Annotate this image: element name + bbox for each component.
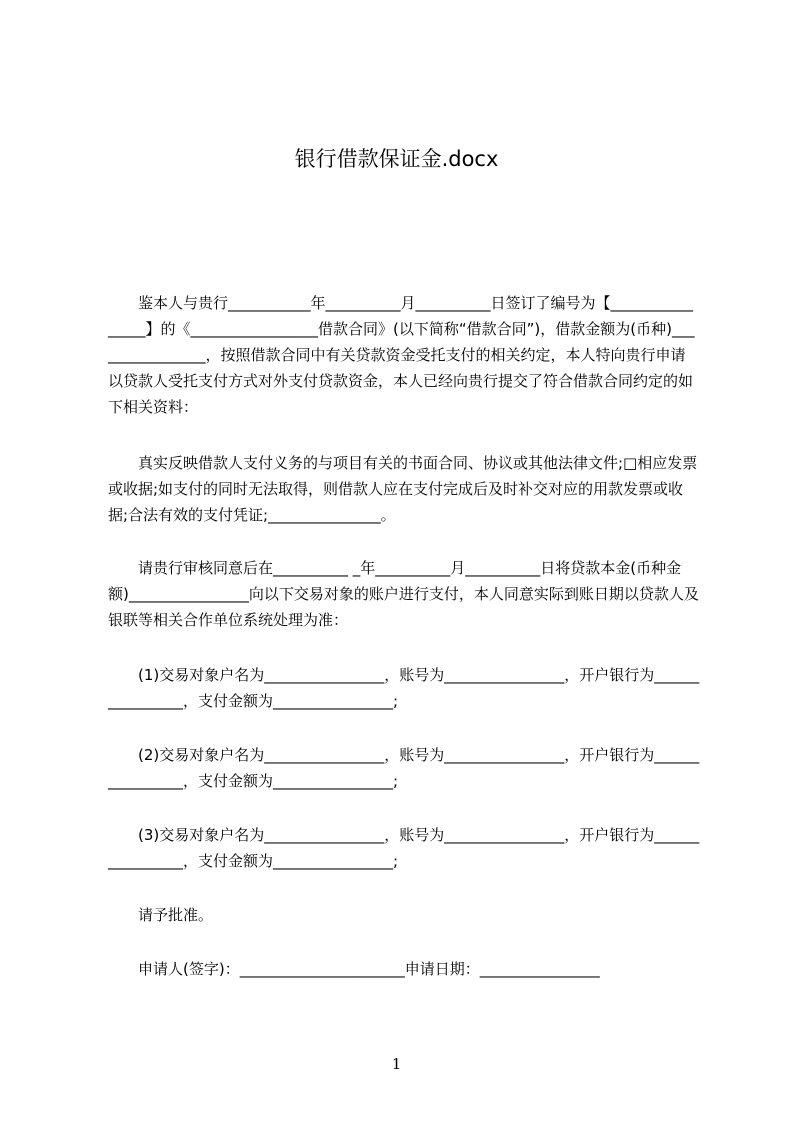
closing-request: 请予批准。 — [138, 906, 214, 924]
payment-item-2: (2)交易对象户名为________________，账号为________________，开户银行为________________，支付金额为________________; — [108, 746, 700, 790]
payment-item-3: (3)交易对象户名为________________，账号为________________，开户银行为________________，支付金额为________________; — [108, 826, 700, 870]
paragraph-payment-request: 请贵行审核同意后在__________ _年__________月__________日将贷款本金(币种金额)________________向以下交易对象的账户进行支付，本人同意实际到账日期以贷款人及银联等相关合作单位系统处理为准： — [108, 559, 699, 629]
paragraph-application: 鉴本人与贵行___________年__________月__________日签订了编号为【________________】的《_________________借款合同》(以下简称“借款合同”)，借款金额为(币种)________________，按照借款合同中有关贷款资金受托支付的相关约定，本人特向贵行申请以贷款人受托支付方式对外支付贷款资金，本人已经向贵行提交了符合借款合同约定的如下相关资料： — [108, 294, 695, 416]
signature-line: 申请人(签字)：______________________申请日期：________________ — [138, 960, 600, 978]
page-number: 1 — [391, 1055, 402, 1073]
paragraph-materials: 真实反映借款人支付义务的与项目有关的书面合同、协议或其他法律文件;□相应发票或收据;如支付的同时无法取得，则借款人应在支付完成后及时补交对应的用款发票或收据;合法有效的支付凭证;_______________。 — [108, 454, 698, 524]
payment-item-1: (1)交易对象户名为________________，账号为________________，开户银行为________________，支付金额为________________; — [108, 666, 700, 710]
document-title: 银行借款保证金.docx — [294, 147, 499, 171]
